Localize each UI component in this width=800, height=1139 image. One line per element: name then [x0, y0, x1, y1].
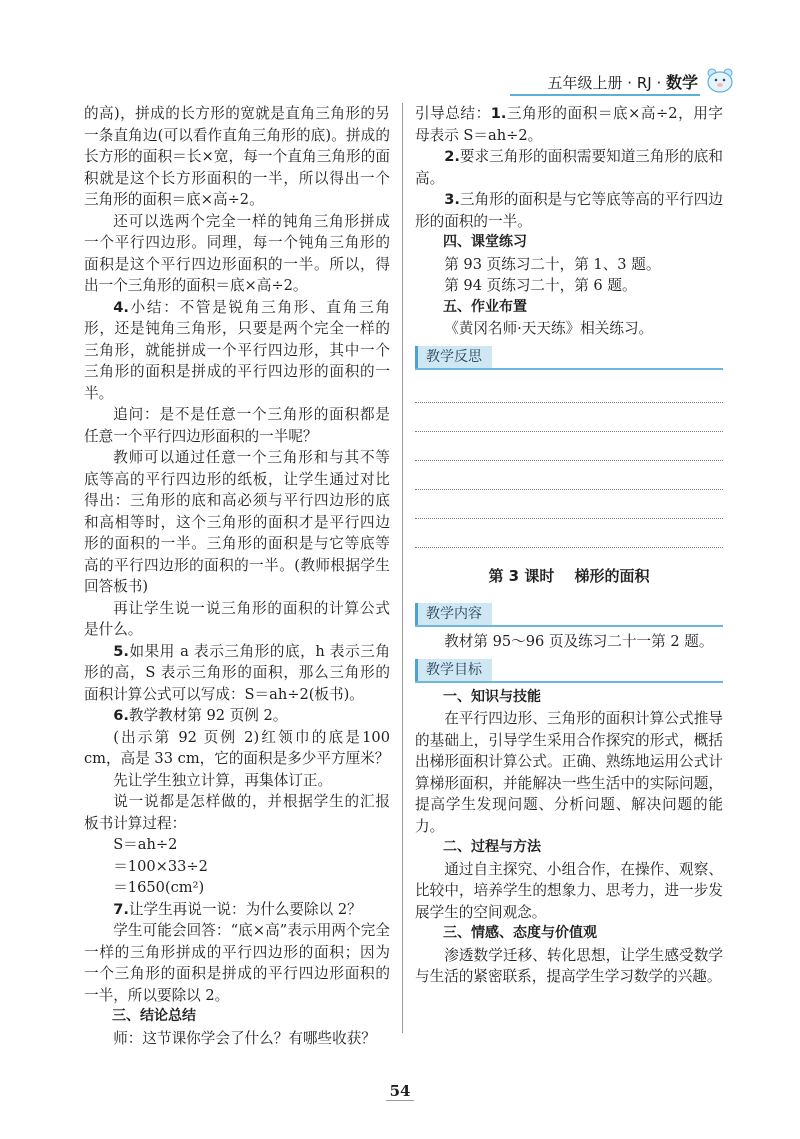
section-heading: 一、知识与技能 — [443, 688, 541, 705]
item-number: 7. — [113, 900, 129, 918]
numbered-paragraph: 5.如果用 a 表示三角形的底，h 表示三角形的高，S 表示三角形的面积，那么三角形的面积计算公式可以写成：S＝ah÷2(板书)。 — [84, 642, 390, 703]
section-heading: 二、过程与方法 — [443, 839, 541, 855]
section-heading: 五、作业布置 — [443, 298, 527, 315]
paragraph: 《黄冈名师·天天练》相关练习。 — [444, 320, 654, 337]
section-heading: 三、结论总结 — [112, 1008, 196, 1024]
writing-line — [415, 374, 723, 403]
paragraph: 还可以选两个完全一样的钝角三角形拼成一个平行四边形。同理，每一个钝角三角形的面积是这个平行四边形面积的一半。所以，得出一个三角形的面积＝底×高÷2。 — [84, 212, 390, 294]
writing-line — [415, 519, 723, 548]
summary-paragraph: 引导总结：1.三角形的面积＝底×高÷2，用字母表示 S＝ah÷2。 — [415, 105, 723, 144]
numbered-paragraph: 2.要求三角形的面积需要知道三角形的底和高。 — [415, 148, 723, 187]
paragraph: 第 93 页练习二十，第 1、3 题。 — [444, 255, 661, 273]
right-column — [415, 103, 723, 988]
paragraph: 再让学生说一说三角形的面积的计算公式是什么。 — [84, 599, 390, 638]
writing-line — [415, 432, 723, 461]
paragraph: 的高)，拼成的长方形的宽就是直角三角形的另一条直角边(可以看作直角三角形的底)。拼成的长方形的面积＝长×宽，每一个直角三角形的面积就是这个长方形面积的一半，所以得出一个三角形的面积＝底×高÷2。 — [84, 105, 390, 208]
math-line: ＝100×33÷2 — [113, 857, 208, 875]
paragraph: 先让学生独立计算，再集体订正。 — [113, 771, 333, 789]
header-subject: 数学 — [665, 73, 698, 92]
numbered-paragraph: 4.小结：不管是锐角三角形、直角三角形，还是钝角三角形，只要是两个完全一样的三角形，就能拼成一个平行四边形，其中一个三角形的面积是拼成的平行四边形的面积的一半。 — [84, 298, 390, 402]
paragraph: 渗透数学迁移、转化思想，让学生感受数学与生活的紧密联系，提高学生学习数学的兴趣。 — [415, 946, 723, 985]
paragraph: 说一说都是怎样做的，并根据学生的汇报板书计算过程： — [84, 793, 390, 832]
numbered-paragraph: 7.让学生再说一说：为什么要除以 2？ — [113, 900, 362, 918]
lesson-title: 第 3 课时 梯形的面积 — [488, 566, 650, 585]
content-banner — [415, 603, 723, 627]
header-title: 五年级上册 · RJ · 数学 — [547, 73, 698, 92]
paragraph: 第 94 页练习二十，第 6 题。 — [444, 277, 637, 294]
paragraph: 通过自主探究、小组合作，在操作、观察、比较中，培养学生的想象力、思考力，进一步发展学生的空间观念。 — [415, 860, 723, 921]
content-text: 教材第 95～96 页及练习二十一第 2 题。 — [444, 633, 714, 650]
math-line: S＝ah÷2 — [113, 836, 178, 853]
left-column — [84, 103, 390, 1049]
goals-banner — [415, 659, 723, 683]
item-number: 4. — [113, 298, 129, 316]
goals-label: 教学目标 — [415, 659, 492, 681]
paragraph: 师：这节课你学会了什么？有哪些收获？ — [113, 1029, 376, 1047]
page-header — [510, 66, 740, 96]
item-number: 3. — [444, 191, 460, 208]
writing-line — [415, 490, 723, 519]
header-grade: 五年级上册 — [547, 74, 623, 92]
reflection-banner — [415, 346, 723, 370]
content-label: 教学内容 — [415, 603, 492, 625]
paragraph: 追问：是不是任意一个三角形的面积都是任意一个平行四边形面积的一半呢？ — [84, 406, 390, 445]
paragraph: (出示第 92 页例 2)红领巾的底是100 cm，高是 33 cm，它的面积是多少平方厘米？ — [84, 728, 390, 767]
numbered-paragraph: 3.三角形的面积是与它等底等高的平行四边形的面积的一半。 — [415, 191, 723, 230]
cartoon-bear-icon — [704, 66, 736, 94]
writing-line — [415, 403, 723, 432]
section-heading: 三、情感、态度与价值观 — [443, 925, 597, 941]
paragraph: 学生可能会回答：“底×高”表示用两个完全一样的三角形拼成的平行四边形的面积；因为一个三角形的面积是拼成的平行四边形面积的一半，所以要除以 2。 — [84, 922, 390, 1004]
paragraph: 在平行四边形、三角形的面积计算公式推导的基础上，引导学生采用合作探究的形式，概括出梯形面积计算公式。正确、熟练地运用公式计算梯形面积，并能解决一些生活中的实际问题，提高学生发现问题、分析问题、解决问题的能力。 — [415, 710, 723, 835]
reflection-lines — [415, 374, 723, 548]
item-number: 1. — [490, 105, 507, 122]
reflection-label: 教学反思 — [415, 346, 492, 368]
header-edition: RJ — [636, 74, 652, 92]
column-divider — [402, 103, 403, 1033]
math-line: ＝1650(cm²) — [113, 879, 205, 896]
section-heading: 四、课堂练习 — [443, 234, 527, 250]
numbered-paragraph: 6.教学教材第 92 页例 2。 — [113, 707, 288, 724]
item-number: 5. — [113, 642, 129, 660]
page-number: 54 — [0, 1082, 800, 1101]
paragraph: 教师可以通过任意一个三角形和与其不等底等高的平行四边形的纸板，让学生通过对比得出：三角形的底和高必须与平行四边形的底和高相等时，这个三角形的面积才是平行四边形的面积的一半。三角形的面积是与它等底等高的平行四边形的面积的一半。(教师根据学生回答板书) — [84, 449, 390, 595]
item-number: 6. — [113, 707, 129, 724]
header-rule — [510, 94, 700, 96]
item-number: 2. — [444, 148, 460, 165]
writing-line — [415, 461, 723, 490]
